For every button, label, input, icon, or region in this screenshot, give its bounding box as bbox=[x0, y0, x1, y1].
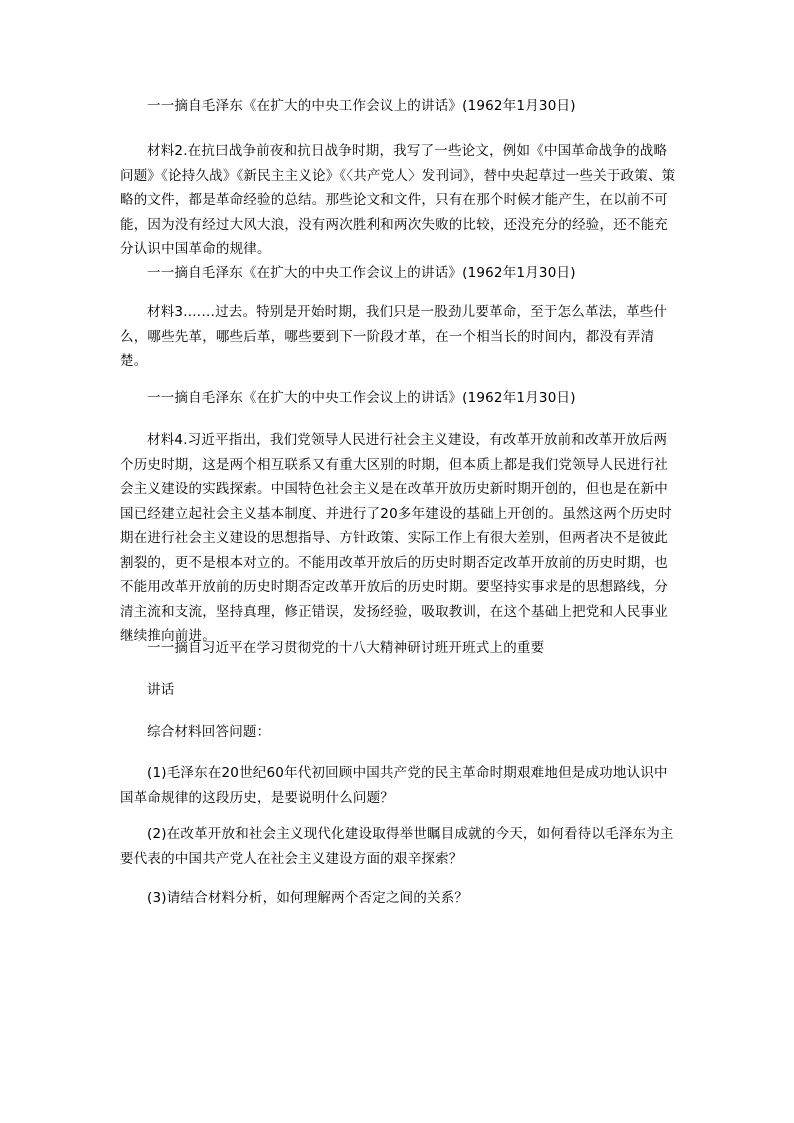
material-1-source: 一一摘自毛泽东《在扩大的中央工作会议上的讲话》(1962年1月30日) bbox=[147, 98, 576, 114]
question-prompt: 综合材料回答问题： bbox=[147, 724, 271, 740]
question-2: (2)在改革开放和社会主义现代化建设取得举世瞩目成就的今天，如何看待以毛泽东为主要代表的中国共产党人在社会主义建设方面的艰辛探索？ bbox=[120, 826, 674, 867]
material-4-source: 一一摘自习近平在学习贯彻党的十八大精神研讨班开班式上的重要 bbox=[147, 640, 545, 656]
material-4-paragraph: 材料4.习近平指出，我们党领导人民进行社会主义建设，有改革开放前和改革开放后两个历史时期，这是两个相互联系又有重大区别的时期，但本质上都是我们党领导人民进行社会主义建设的实践探索。中国特色社会主义是在改革开放历史新时期开创的，但也是在新中国已经建立起社会主义基本制度、并进行了20多年建设的基础上开创的。虽然这两个历史时期在进行社会主义建设的思想指导、方针政策、实际工作上有很大差别，但两者决不是彼此割裂的，更不是根本对立的。不能用改革开放后的历史时期否定改革开放前的历史时期，也不能用改革开放前的历史时期否定改革开放后的历史时期。要坚持实事求是的思想路线，分清主流和支流，坚持真理，修正错误，发扬经验，吸取教训，在这个基础上把党和人民事业继续推向前进。 bbox=[120, 432, 672, 644]
material-2-source: 一一摘自毛泽东《在扩大的中央工作会议上的讲话》(1962年1月30日) bbox=[147, 265, 576, 281]
material-3-source: 一一摘自毛泽东《在扩大的中央工作会议上的讲话》(1962年1月30日) bbox=[147, 390, 576, 406]
material-2-paragraph: 材料2.在抗曰战争前夜和抗日战争时期，我写了一些论文，例如《中国革命战争的战略问题》《论持久战》《新民主主义论》《〈共产党人〉发刊词》，替中央起草过一些关于政策、策略的文件，都是革命经验的总结。那些论文和文件，只有在那个时候才能产生，在以前不可能，因为没有经过大风大浪，没有两次胜利和两次失败的比较，还没充分的经验，还不能充分认识中国革命的规律。 bbox=[120, 143, 676, 257]
question-3: (3)请结合材料分析，如何理解两个否定之间的关系？ bbox=[147, 890, 469, 906]
question-1: (1)毛泽东在20世纪60年代初回顾中国共产党的民主革命时期艰难地但是成功地认识中国革命规律的这段历史，是要说明什么问题？ bbox=[120, 765, 668, 806]
material-3-paragraph: 材料3.……过去。特别是开始时期，我们只是一股劲儿要革命，至于怎么革法，革些什么，哪些先革，哪些后革，哪些要到下一阶段才革，在一个相当长的时间内，都没有弄清楚。 bbox=[120, 304, 668, 369]
material-4-source-continued: 讲话 bbox=[147, 682, 175, 698]
